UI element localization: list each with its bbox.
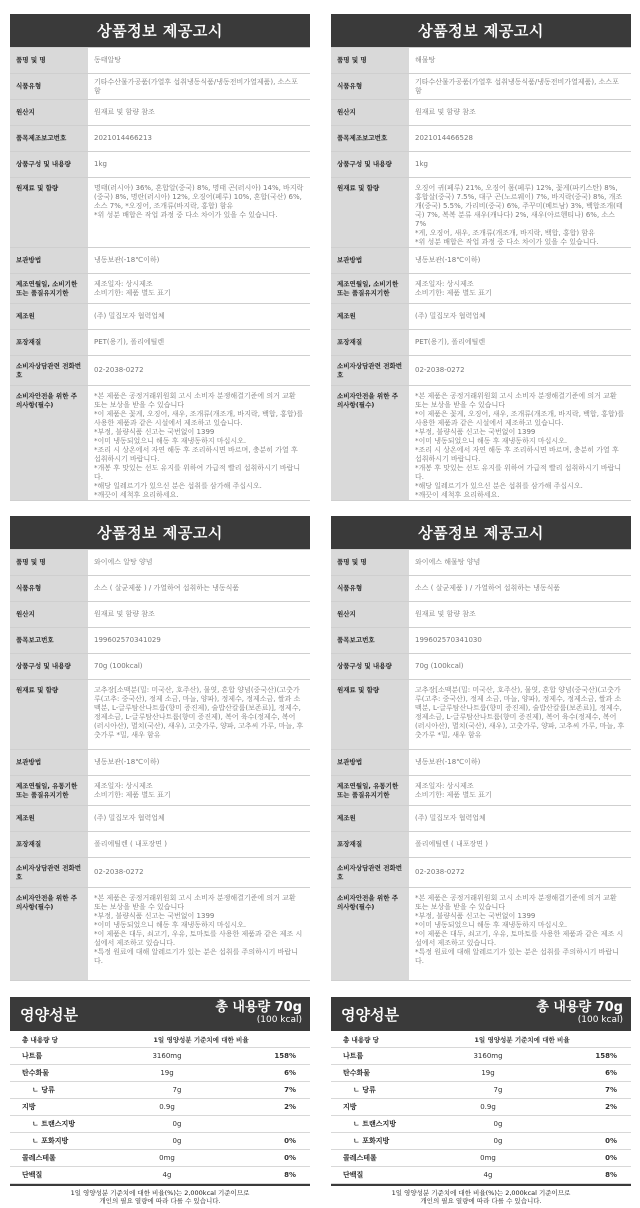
info-table [10,549,310,981]
row-value: 고추장[소맥분(밀: 미국산, 호주산), 물엿, 혼합 양념(중국산)(고춧가루(고추: 중국산), 정제 소금, 마늘, 양파), 정제수, 정제소금, 쌀과 소맥분, L-글루탐산나트륨(향미 증진제), 술밥산칼륨(보존료)], 정제수, 정제소금, L-글루탐산나트륨(향미 증진제), 복어 육수(정제수, 복어(러시아산), 멸치(국산), 새우), 고춧가루, 양파, 고추씨 가루, 마늘, 후춧가루 *밀, 새우 함유 [409,680,631,750]
table-row [10,750,310,776]
row-value: 동태알탕 [88,48,310,74]
nutrition-row [10,1065,310,1082]
row-value: 폴리에틸렌 ( 내포장면 ) [88,832,310,858]
nutrition-total [536,1001,623,1027]
total-amount: 총 내용량 70g [215,1000,302,1015]
row-value: 제조일자: 상시제조 소비기한: 제품 별도 표기 [88,776,310,806]
footnote-line-1: 1일 영양성분 기준치에 대한 비율(%)는 2,000kcal 기준이므로 [70,1189,250,1197]
row-value: 기타수산물가공품(가열후 섭취냉동식품/냉동전비가열제품), 소스포함 [88,74,310,100]
nutrient-percent: 8% [284,1171,296,1179]
row-value: (주) 밀집모자 협력업체 [409,806,631,832]
row-label: 원산지 [10,602,88,628]
row-value: 199602570341030 [409,628,631,654]
row-label: 상품구성 및 내용량 [331,152,409,178]
row-label: 제조원 [10,304,88,330]
table-row [331,550,631,576]
info-panel-haemul [331,14,631,501]
row-label: 상품구성 및 내용량 [10,654,88,680]
nutrient-name: 나트륨 [22,1052,43,1060]
row-value: 냉동보관(-18℃이하) [88,248,310,274]
table-row [10,152,310,178]
nutrition-row [331,1167,631,1184]
row-value: (주) 밀집모자 협력업체 [88,304,310,330]
row-value: 해물탕 [409,48,631,74]
nutrition-header [331,997,631,1031]
row-label: 원재료 및 함량 [10,178,88,248]
nutrient-amount: 3160mg [473,1052,503,1060]
nutrient-percent: 0% [284,1154,296,1162]
nutrient-name: ㄴ 트랜스지방 [353,1120,397,1128]
nutrient-amount: 0mg [159,1154,175,1162]
nutrient-name: 지방 [22,1103,36,1111]
table-row [10,304,310,330]
info-panel-dongtae [10,14,310,501]
nutrient-percent: 8% [605,1171,617,1179]
row-label: 식품유형 [331,74,409,100]
nutrient-name: 나트륨 [343,1052,364,1060]
table-row [10,576,310,602]
table-row [331,100,631,126]
row-label: 품명 및 명 [331,48,409,74]
table-row [10,386,310,501]
row-value: *본 제품은 공정거래위원회 고시 소비자 분쟁해결기준에 의거 교환 또는 보상을 받을 수 있습니다 *부정, 불량식품 신고는 국번없이 1399 *이미 냉동되었으니 해동 후 재냉동하지 마십시오. *이 제품은 대두, 쇠고기, 우유, 토마토를 사용한 제품과 같은 제조 시설에서 제조하고 있습니다. *특정 원료에 대해 알레르기가 있는 분은 섭취를 주의하시기 바랍니다. [88,888,310,981]
nutrient-percent: 0% [284,1137,296,1145]
row-label: 보관방법 [331,248,409,274]
row-value: PET(용기), 폴리에틸렌 [88,330,310,356]
table-row [331,750,631,776]
row-label: 상품구성 및 내용량 [10,152,88,178]
table-row [331,126,631,152]
table-row [10,48,310,74]
row-value: (주) 밀집모자 협력업체 [409,304,631,330]
panel-title: 상품정보 제공고시 [10,516,310,549]
nutrient-percent: 0% [605,1137,617,1145]
nutrition-panel-right [331,997,631,1208]
row-label: 제조원 [331,806,409,832]
nutrient-name: ㄴ 포화지방 [32,1137,69,1145]
row-value: 소스 ( 살균제품 ) / 가열하여 섭취하는 냉동식품 [409,576,631,602]
row-value: 70g (100kcal) [409,654,631,680]
row-label: 식품유형 [331,576,409,602]
nutrition-row [10,1048,310,1065]
nutrition-row [10,1133,310,1150]
row-label: 보관방법 [10,248,88,274]
row-value: 고추장[소맥분(밀: 미국산, 호주산), 물엿, 혼합 양념(중국산)(고춧가루(고추: 중국산), 정제 소금, 마늘, 양파), 정제수, 정제소금, 쌀과 소맥분, L-글루탐산나트륨(향미 증진제), 술밥산칼륨(보존료)], 정제수, 정제소금, L-글루탐산나트륨(향미 증진제), 복어 육수(정제수, 복어(러시아산), 멸치(국산), 새우), 고춧가루, 양파, 고추씨 가루, 마늘, 후춧가루 *밀, 새우 함유 [88,680,310,750]
table-row [331,356,631,386]
row-label: 원재료 및 함량 [331,680,409,750]
row-label: 포장재질 [331,330,409,356]
nutrition-column-header [331,1031,631,1048]
nutrient-percent: 0% [605,1154,617,1162]
row-label: 보관방법 [331,750,409,776]
row-value: 와이에스 해물탕 양념 [409,550,631,576]
row-label: 포장재질 [10,832,88,858]
nutrition-row [10,1099,310,1116]
nutrient-amount: 0.9g [159,1103,175,1111]
row-value: 02-2038-0272 [88,356,310,386]
row-value: PET(용기), 폴리에틸렌 [409,330,631,356]
row-label: 소비자안전을 위한 주의사항(필수) [10,386,88,501]
row-value: 원재료 및 함량 참조 [88,100,310,126]
nutrition-row [10,1150,310,1167]
table-row [10,356,310,386]
nutrient-name: 콜레스테롤 [22,1154,56,1162]
panel-title: 상품정보 제공고시 [331,14,631,47]
table-row [331,602,631,628]
table-row [331,330,631,356]
nutrient-amount: 7g [493,1086,503,1094]
table-row [10,248,310,274]
row-label: 제조원 [331,304,409,330]
row-label: 소비자상담관련 전화번호 [10,356,88,386]
nutrition-row [331,1133,631,1150]
table-row [331,776,631,806]
row-value: 제조일자: 상시제조 소비기한: 제품 별도 표기 [88,274,310,304]
table-row [10,126,310,152]
table-row [10,806,310,832]
nutrient-name: ㄴ 당류 [353,1086,376,1094]
table-row [10,100,310,126]
table-row [331,152,631,178]
nutrition-row [331,1065,631,1082]
nutrient-amount: 0g [172,1137,182,1145]
nutrition-row [10,1082,310,1099]
nutrient-name: 지방 [343,1103,357,1111]
row-label: 품목제조보고번호 [10,126,88,152]
table-row [331,274,631,304]
row-value: 원재료 및 함량 참조 [409,100,631,126]
nutrient-amount: 0g [493,1120,503,1128]
row-label: 품명 및 명 [10,48,88,74]
nutrient-amount: 0.9g [480,1103,496,1111]
row-label: 제조연월일, 유통기한 또는 품질유지기한 [331,776,409,806]
row-label: 품목보고번호 [10,628,88,654]
row-label: 소비자안전을 위한 주의사항(필수) [331,386,409,501]
nutrient-amount: 4g [162,1171,172,1179]
table-row [331,74,631,100]
row-label: 제조연월일, 소비기한 또는 품질유지기한 [331,274,409,304]
row-value: (주) 밀집모자 협력업체 [88,806,310,832]
nutrition-row [331,1099,631,1116]
nutrient-name: 단백질 [22,1171,43,1179]
nutrition-column-header [10,1031,310,1048]
row-label: 원재료 및 함량 [331,178,409,248]
nutrient-name: 탄수화물 [22,1069,50,1077]
table-row [331,576,631,602]
table-row [10,274,310,304]
header-per-total: 총 내용량 당 [343,1035,379,1044]
nutrition-row [331,1048,631,1065]
total-kcal: (100 kcal) [256,1015,302,1025]
nutrient-amount: 0g [172,1120,182,1128]
table-row [331,248,631,274]
panel-title: 상품정보 제공고시 [331,516,631,549]
row-label: 소비자상담관련 전화번호 [10,858,88,888]
row-value: 199602570341029 [88,628,310,654]
row-value: *본 제품은 공정거래위원회 고시 소비자 분쟁해결기준에 의거 교환 또는 보상을 받을 수 있습니다 *이 제품은 꽃게, 오징어, 새우, 조개류(개조개, 바지락, 백합, 홍합)를 사용한 제품과 같은 시설에서 제조하고 있습니다. *부정, 불량식품 신고는 국번없이 1399 *이미 냉동되었으니 해동 후 재냉동하지 마십시오. *조리 시 상온에서 자연 해동 후 조리하시면 바르며, 충분히 가열 후 섭취하시기 바랍니다. *개봉 후 맛있는 선도 유지를 위하여 가급적 빨리 섭취하시기 바랍니다. *해당 일레르기가 있으신 분은 섭취를 삼가해 주십시오. *깨끗이 세척후 요리하세요. [88,386,310,501]
info-table [331,549,631,981]
row-label: 소비자안전을 위한 주의사항(필수) [10,888,88,981]
nutrient-percent: 6% [284,1069,296,1077]
row-label: 소비자상담관련 전화번호 [331,356,409,386]
row-label: 보관방법 [10,750,88,776]
row-label: 포장재질 [10,330,88,356]
nutrient-percent: 7% [605,1086,617,1094]
row-label: 원재료 및 함량 [10,680,88,750]
nutrition-panel-left [10,997,310,1208]
row-value: 2021014466213 [88,126,310,152]
row-value: 1kg [88,152,310,178]
nutrition-row [10,1167,310,1184]
table-row [331,386,631,501]
table-row [331,832,631,858]
row-value: 폴리에틸렌 ( 내포장면 ) [409,832,631,858]
table-row [10,74,310,100]
row-value: 02-2038-0272 [409,858,631,888]
row-value: 기타수산물가공품(가열후 섭취냉동식품/냉동전비가열제품), 소스포함 [409,74,631,100]
panel-title: 상품정보 제공고시 [10,14,310,47]
footnote-line-1: 1일 영양성분 기준치에 대한 비율(%)는 2,000kcal 기준이므로 [391,1189,571,1197]
nutrition-row [331,1082,631,1099]
nutrient-amount: 3160mg [152,1052,182,1060]
row-value: *본 제품은 공정거래위원회 고시 소비자 분쟁해결기준에 의거 교환 또는 보상을 받을 수 있습니다 *이 제품은 꽃게, 오징어, 새우, 조개류(개조개, 바지락, 백합, 홍합)를 사용한 제품과 같은 시설에서 제조하고 있습니다. *부정, 불량식품 신고는 국번없이 1399 *이미 냉동되었으니 해동 후 재냉동하지 마십시오. *조리 시 상온에서 자연 해동 후 조리하시면 바르며, 충분히 가열 후 섭취하시기 바랍니다. *개봉 후 맛있는 선도 유지를 위하여 가급적 빨리 섭취하시기 바랍니다. *해당 일레르기가 있으신 분은 섭취를 삼가해 주십시오. *깨끗이 세척후 요리하세요. [409,386,631,501]
nutrient-amount: 0g [493,1137,503,1145]
row-label: 품목보고번호 [331,628,409,654]
row-value: 명태(러시아) 36%, 혼합알(중국) 8%, 명태 곤(러시아) 14%, 바지락(중국) 8%, 명란(러시아) 12%, 오징어(페루) 10%, 혼합(국산) 6%, 소스 7%, *오징어, 조개류(바지락, 홍합) 함유 *위 성분 배합은 작업 과정 중 다소 차이가 있을 수 있습니다. [88,178,310,248]
table-row [331,628,631,654]
nutrition-title: 영양성분 [20,1005,78,1024]
row-label: 원산지 [331,100,409,126]
nutrition-header [10,997,310,1031]
nutrient-amount: 7g [172,1086,182,1094]
row-label: 포장재질 [331,832,409,858]
table-row [331,888,631,981]
table-row [331,48,631,74]
nutrition-total [215,1001,302,1027]
row-value: 원재료 및 함량 참조 [88,602,310,628]
row-value: 제조일자: 상시제조 소비기한: 제품 별도 표기 [409,776,631,806]
info-table [331,47,631,501]
header-daily-ratio: 1일 영양성분 기준치에 대한 비율 [153,1035,249,1044]
nutrient-percent: 7% [284,1086,296,1094]
row-value: 냉동보관(-18℃이하) [409,750,631,776]
table-row [10,550,310,576]
row-value: 와이에스 알탕 양념 [88,550,310,576]
row-label: 품명 및 명 [10,550,88,576]
table-row [10,832,310,858]
row-value: 제조일자: 상시제조 소비기한: 제품 별도 표기 [409,274,631,304]
table-row [331,654,631,680]
row-value: 오징어 귀(페루) 21%, 오징어 몸(페루) 12%, 꽃게(파키스탄) 8%, 홍합살(중국) 7.5%, 대구 곤(노르웨이) 7%, 바지락(중국) 8%, 개조개(중국) 5.5%, 가리비(중국) 6%, 주꾸미(베트남) 3%, 백합조개(태국) 7%, 복복 분류 새우(캐나다) 2%, 새우(아르헨티나) 6%, 소스 7% *게, 오징어, 새우, 조개류(개조개, 바지락, 백합, 홍합) 함유 *위 성분 배합은 작업 과정 중 다소 차이가 있을 수 있습니다. [409,178,631,248]
info-table [10,47,310,501]
nutrient-name: ㄴ 트랜스지방 [32,1120,76,1128]
table-row [331,178,631,248]
row-value: 1kg [409,152,631,178]
nutrition-row [10,1116,310,1133]
table-row [331,680,631,750]
nutrition-footnote [331,1184,631,1208]
nutrient-amount: 19g [160,1069,174,1077]
row-label: 제조연월일, 소비기한 또는 품질유지기한 [10,274,88,304]
footnote-line-2: 개인의 필요 열량에 따라 다를 수 있습니다. [99,1197,221,1205]
total-kcal: (100 kcal) [577,1015,623,1025]
table-row [10,602,310,628]
nutrient-name: 단백질 [343,1171,364,1179]
footnote-line-2: 개인의 필요 열량에 따라 다를 수 있습니다. [420,1197,542,1205]
row-label: 품목제조보고번호 [331,126,409,152]
nutrient-amount: 0mg [480,1154,496,1162]
row-value: 소스 ( 살균제품 ) / 가열하여 섭취하는 냉동식품 [88,576,310,602]
table-row [331,304,631,330]
table-row [10,888,310,981]
nutrient-name: 탄수화물 [343,1069,371,1077]
nutrition-footnote [10,1184,310,1208]
nutrient-percent: 2% [284,1103,296,1111]
row-value: 원재료 및 함량 참조 [409,602,631,628]
nutrient-percent: 158% [274,1052,296,1060]
table-row [10,628,310,654]
nutrient-percent: 2% [605,1103,617,1111]
table-row [331,806,631,832]
row-label: 식품유형 [10,74,88,100]
table-row [10,330,310,356]
nutrient-percent: 6% [605,1069,617,1077]
row-value: 냉동보관(-18℃이하) [409,248,631,274]
nutrient-name: 콜레스테롤 [343,1154,377,1162]
row-value: 2021014466528 [409,126,631,152]
row-label: 소비자상담관련 전화번호 [331,858,409,888]
info-panel-altang-sauce [10,516,310,981]
row-label: 품명 및 명 [331,550,409,576]
table-row [10,178,310,248]
nutrient-percent: 158% [595,1052,617,1060]
row-value: 02-2038-0272 [409,356,631,386]
nutrition-title: 영양성분 [341,1005,399,1024]
nutrient-name: ㄴ 당류 [32,1086,55,1094]
nutrient-amount: 19g [481,1069,495,1077]
total-amount: 총 내용량 70g [536,1000,623,1015]
header-per-total: 총 내용량 당 [22,1035,58,1044]
row-label: 소비자안전을 위한 주의사항(필수) [331,888,409,981]
row-label: 제조원 [10,806,88,832]
table-row [331,858,631,888]
row-value: 70g (100kcal) [88,654,310,680]
table-row [10,858,310,888]
table-row [10,776,310,806]
row-label: 제조연월일, 유통기한 또는 품질유지기한 [10,776,88,806]
table-row [10,654,310,680]
info-panel-haemultang-sauce [331,516,631,981]
table-row [10,680,310,750]
row-value: 냉동보관(-18℃이하) [88,750,310,776]
row-value: *본 제품은 공정거래위원회 고시 소비자 분쟁해결기준에 의거 교환 또는 보상을 받을 수 있습니다 *부정, 불량식품 신고는 국번없이 1399 *이미 냉동되었으니 해동 후 재냉동하지 마십시오. *이 제품은 대두, 쇠고기, 우유, 토마토를 사용한 제품과 같은 제조 시설에서 제조하고 있습니다. *특정 원료에 대해 알레르기가 있는 분은 섭취를 주의하시기 바랍니다. [409,888,631,981]
nutrition-row [331,1116,631,1133]
nutrient-amount: 4g [483,1171,493,1179]
nutrition-row [331,1150,631,1167]
row-label: 상품구성 및 내용량 [331,654,409,680]
header-daily-ratio: 1일 영양성분 기준치에 대한 비율 [474,1035,570,1044]
row-label: 원산지 [331,602,409,628]
nutrient-name: ㄴ 포화지방 [353,1137,390,1145]
row-value: 02-2038-0272 [88,858,310,888]
row-label: 식품유형 [10,576,88,602]
row-label: 원산지 [10,100,88,126]
